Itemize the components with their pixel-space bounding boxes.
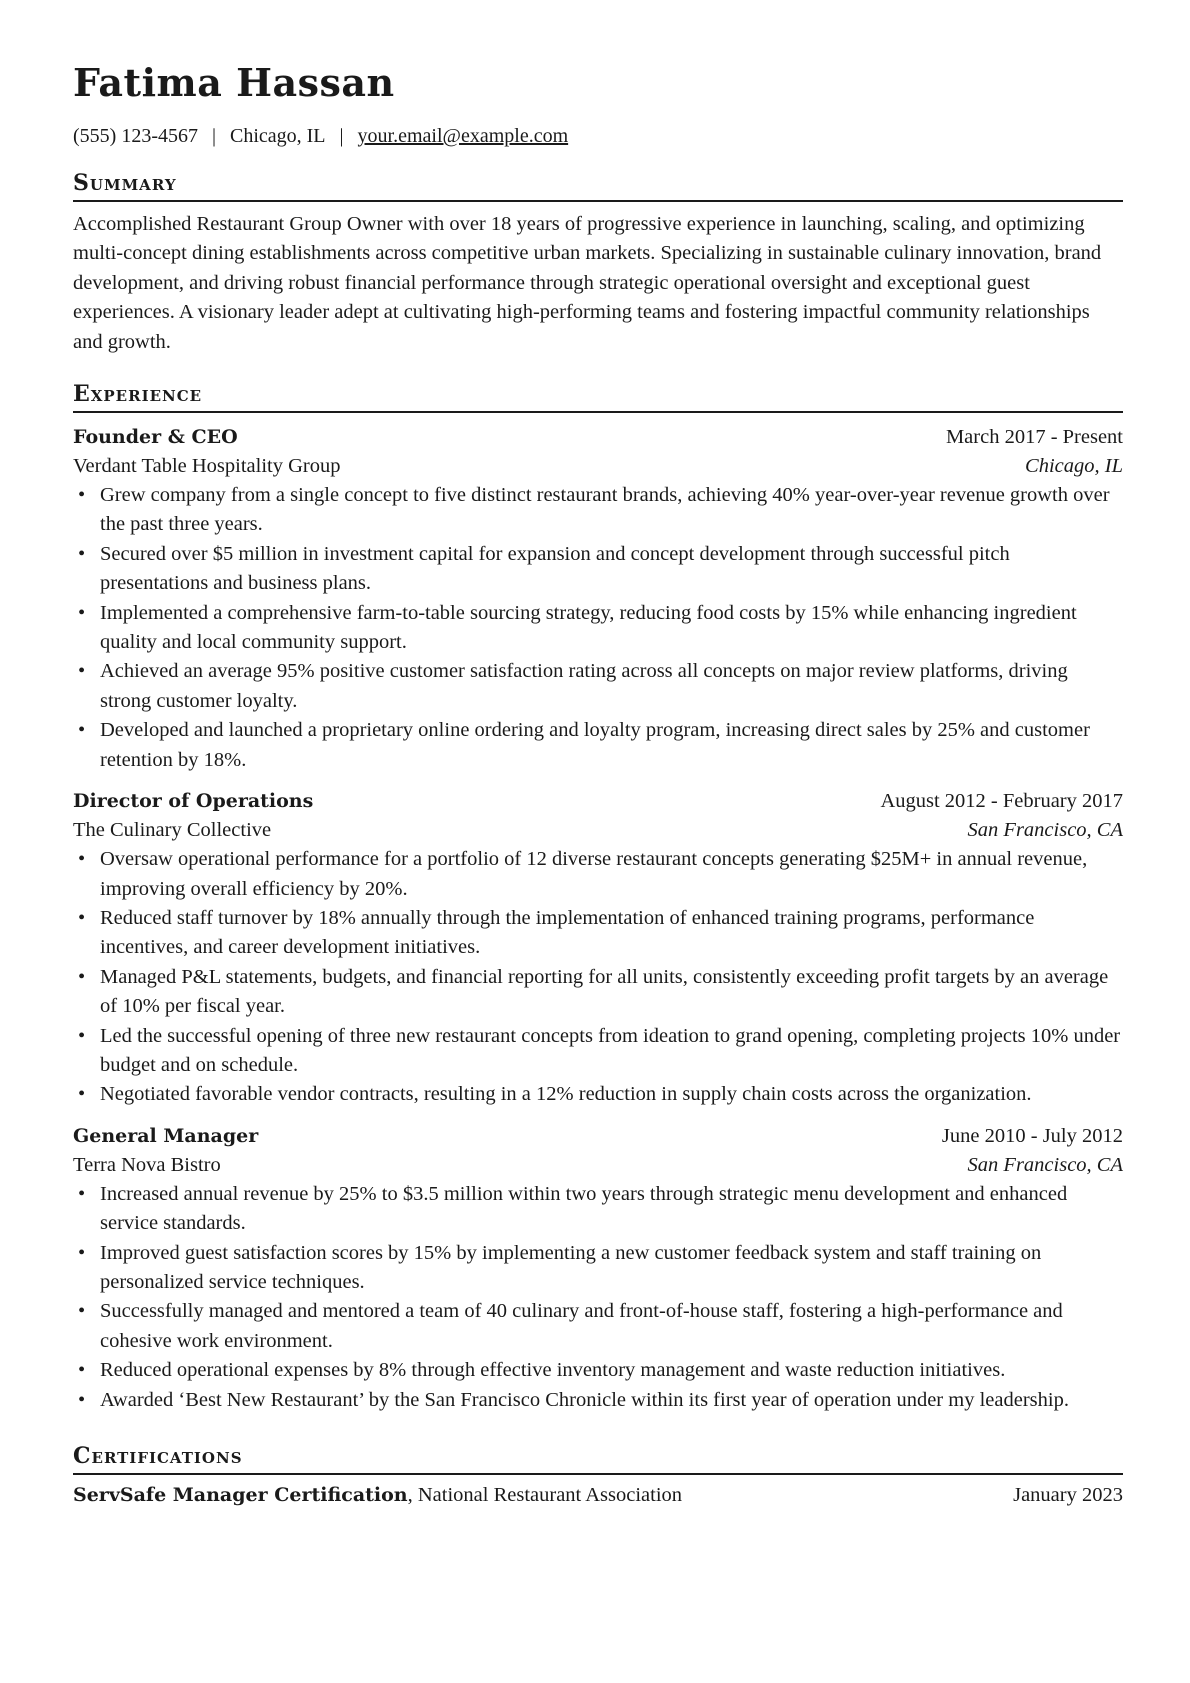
job-dates: June 2010 - July 2012 — [941, 1124, 1123, 1147]
achievement-text: Developed and launched a proprietary online ordering and loyalty program, increasing direct sales by 25% and customer retention by 18%. — [100, 719, 1090, 771]
achievement-text: Reduced operational expenses by 8% through effective inventory management and waste reduction initiatives. — [100, 1359, 1006, 1382]
list-item — [73, 1022, 1123, 1081]
job-header-row — [73, 423, 1123, 452]
achievement-text: Negotiated favorable vendor contracts, resulting in a 12% reduction in supply chain costs across the organization. — [100, 1083, 1032, 1106]
email-link[interactable]: your.email@example.com — [357, 125, 569, 147]
experience-list — [73, 423, 1123, 1415]
bullet-icon: • — [78, 1359, 86, 1382]
list-item — [73, 599, 1123, 658]
job-title: Director of Operations — [73, 790, 314, 813]
job-title: General Manager — [73, 1124, 259, 1147]
bullet-icon: • — [78, 906, 86, 929]
achievement-list — [73, 1180, 1123, 1415]
achievement-text: Improved guest satisfaction scores by 15% by implementing a new customer feedback system and staff training on personalized service techniques. — [100, 1241, 1042, 1293]
list-item — [73, 845, 1123, 904]
job-header-row — [73, 787, 1123, 816]
list-item — [73, 716, 1123, 775]
list-item — [73, 1386, 1123, 1415]
company-row — [73, 452, 1123, 481]
certification-name: ServSafe Manager Certification — [73, 1484, 408, 1506]
experience-entry — [73, 787, 1123, 1110]
bullet-icon: • — [78, 1241, 86, 1264]
achievement-text: Implemented a comprehensive farm-to-table sourcing strategy, reducing food costs by 15% while enhancing ingredient quality and local community support. — [100, 601, 1077, 654]
bullet-icon: • — [78, 1300, 86, 1323]
achievement-text: Managed P&L statements, budgets, and financial reporting for all units, consistently exceeding profit targets by an average of 10% per fiscal year. — [100, 965, 1109, 1018]
phone: (555) 123-4567 — [73, 125, 198, 147]
job-location: San Francisco, CA — [967, 819, 1123, 842]
achievement-text: Successfully managed and mentored a team of 40 culinary and front-of-house staff, fostering a high-performance and cohesive work environment. — [100, 1300, 1063, 1352]
list-item — [73, 1080, 1123, 1109]
list-item — [73, 657, 1123, 716]
company-row — [73, 816, 1123, 845]
certification-issuer: , National Restaurant Association — [407, 1484, 683, 1506]
bullet-icon: • — [78, 848, 86, 871]
section-heading-summary: Summary — [73, 168, 1123, 202]
bullet-icon: • — [78, 484, 86, 507]
contact-line — [73, 122, 1123, 150]
bullet-icon: • — [78, 1083, 86, 1106]
experience-entry — [73, 1122, 1123, 1415]
bullet-icon: • — [78, 719, 86, 742]
company-row — [73, 1151, 1123, 1180]
list-item — [73, 1180, 1123, 1239]
bullet-icon: • — [78, 1388, 86, 1411]
bullet-icon: • — [78, 542, 86, 565]
job-dates: March 2017 - Present — [945, 426, 1123, 449]
list-item — [73, 1297, 1123, 1356]
list-item — [73, 963, 1123, 1022]
achievement-list — [73, 481, 1123, 775]
company-name: Verdant Table Hospitality Group — [73, 455, 341, 478]
achievement-text: Achieved an average 95% positive customer satisfaction rating across all concepts on major review platforms, driving strong customer loyalty. — [100, 660, 1068, 712]
certification-date: January 2023 — [1013, 1484, 1123, 1506]
section-heading-experience: Experience — [73, 379, 1123, 413]
location: Chicago, IL — [230, 125, 326, 147]
bullet-icon: • — [78, 1182, 86, 1205]
job-location: Chicago, IL — [1025, 455, 1123, 478]
list-item — [73, 1356, 1123, 1385]
list-item — [73, 904, 1123, 963]
contact-separator: | — [339, 125, 344, 147]
job-dates: August 2012 - February 2017 — [880, 790, 1123, 813]
bullet-icon: • — [78, 1024, 86, 1047]
achievement-text: Awarded ‘Best New Restaurant’ by the San Francisco Chronicle within its first year of operation under my leadership. — [100, 1388, 1069, 1411]
bullet-icon: • — [78, 601, 86, 624]
achievement-text: Led the successful opening of three new restaurant concepts from ideation to grand opening, completing projects 10% under budget and on schedule. — [100, 1024, 1121, 1076]
list-item — [73, 540, 1123, 599]
bullet-icon: • — [78, 660, 86, 683]
certification-list — [73, 1481, 1123, 1510]
list-item — [73, 1239, 1123, 1298]
job-header-row — [73, 1122, 1123, 1151]
achievement-text: Secured over $5 million in investment capital for expansion and concept development through successful pitch presentations and business plans. — [100, 542, 1010, 595]
certification-entry — [73, 1481, 1123, 1510]
achievement-text: Grew company from a single concept to five distinct restaurant brands, achieving 40% year-over-year revenue growth over the past three years. — [100, 484, 1110, 536]
summary-text: Accomplished Restaurant Group Owner with over 18 years of progressive experience in launching, scaling, and optimizing multi-concept dining establishments across competitive urban markets. Specializing in sustainable culinary innovation, brand development, and driving robust financial performance through strategic operational oversight and exceptional guest experiences. A visionary leader adept at cultivating high-performing teams and fostering impactful community relationships and growth. — [73, 213, 1102, 353]
contact-separator: | — [211, 125, 216, 147]
company-name: The Culinary Collective — [73, 819, 272, 842]
company-name: Terra Nova Bistro — [73, 1153, 221, 1176]
certification-label — [73, 1481, 682, 1510]
section-heading-certifications: Certifications — [73, 1441, 1123, 1475]
job-location: San Francisco, CA — [967, 1153, 1123, 1176]
achievement-list — [73, 845, 1123, 1110]
list-item — [73, 481, 1123, 540]
achievement-text: Increased annual revenue by 25% to $3.5 million within two years through strategic menu development and enhanced service standards. — [100, 1182, 1068, 1235]
experience-entry — [73, 423, 1123, 775]
bullet-icon: • — [78, 965, 86, 988]
achievement-text: Reduced staff turnover by 18% annually through the implementation of enhanced training programs, performance incentives, and career development initiatives. — [100, 906, 1035, 959]
achievement-text: Oversaw operational performance for a portfolio of 12 diverse restaurant concepts generating $25M+ in annual revenue, improving overall efficiency by 20%. — [100, 848, 1088, 900]
candidate-name: Fatima Hassan — [73, 60, 395, 105]
job-title: Founder & CEO — [73, 426, 238, 449]
